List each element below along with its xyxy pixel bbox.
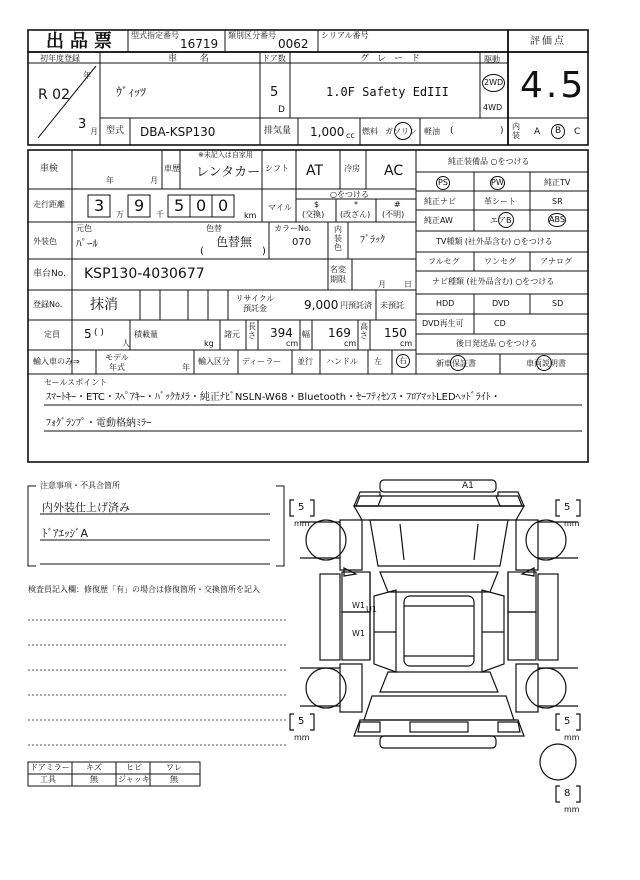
evaluation-score: 4.5 <box>520 65 587 106</box>
chassis-value: KSP130-4030677 <box>84 266 205 282</box>
grade-box-label: 評価点 <box>530 36 566 47</box>
sales-line-2: ﾌｫｸﾞﾗﾝﾌﾟ・電動格納ﾐﾗｰ <box>46 418 151 429</box>
mileage-man: 万 <box>116 210 124 219</box>
legend-crack: ヒビ <box>126 763 142 772</box>
equip-pw: PW <box>490 176 505 190</box>
capacity-person: 人 <box>122 339 130 348</box>
tire-front-left: 5 <box>298 502 305 513</box>
navi-dvd: DVD <box>492 299 510 308</box>
chassis-label: 車台No. <box>33 269 66 279</box>
later-warranty: 新車保証書 <box>436 359 476 368</box>
registration-label: 登録No. <box>33 300 63 309</box>
width-label: 幅 <box>302 330 310 339</box>
recycle-value: 9,000 <box>304 298 339 312</box>
tire-front-right: 5 <box>564 502 571 513</box>
later-warranty-circle <box>450 355 466 371</box>
grade-value: 1.0F Safety EdIII <box>326 85 449 99</box>
repaint-paren-close: ) <box>262 246 266 257</box>
shaken-month: 月 <box>150 176 158 185</box>
legend-tool: 工具 <box>40 775 56 784</box>
ext-color-label: 外装色 <box>33 237 57 246</box>
navi-hdd: HDD <box>436 299 455 308</box>
handle-left: 左 <box>374 357 382 366</box>
fuel-light-oil: 軽油 <box>424 127 440 136</box>
handle-label: ハンドル <box>326 357 358 366</box>
equipment-title: 純正装備品 ○をつける <box>448 157 530 166</box>
import-class-label: 輸入区分 <box>198 357 230 366</box>
repaint-value: 色替無 <box>216 235 253 249</box>
tv-fullseg: フルセグ <box>428 257 460 266</box>
legend-chip: ワレ <box>166 763 182 772</box>
capacity-value: 5 <box>84 327 92 341</box>
tire-front-right-mm: mm <box>564 519 580 528</box>
first-reg-year: R 02 <box>38 87 70 103</box>
drive-label: 駆動 <box>484 55 500 64</box>
width-value: 169 <box>328 326 351 340</box>
shaken-label: 車検 <box>40 164 59 174</box>
sales-line-1: ｽﾏｰﾄｷｰ・ETC・ｽﾍﾟｱｷｰ・ﾊﾞｯｸｶﾒﾗ・純正ﾅﾋﾞNSLN-W68・Bluetooth・ｾｰﾌﾃｨｾﾝｽ・ﾌﾛｱﾏｯﾄLEDﾍｯﾄﾞﾗｲﾄ・ <box>46 392 501 403</box>
serial-label: シリアル番号 <box>321 31 369 40</box>
history-note: ※未記入は自家用 <box>198 151 253 159</box>
mileage-check-note: ○をつける <box>330 190 369 199</box>
legend-scratch: キズ <box>86 763 102 772</box>
equip-navi: 純正ナビ <box>424 197 456 206</box>
load-kg: kg <box>204 339 214 348</box>
spare-tire-mm: mm <box>564 805 580 814</box>
int-color-label: 内装色 <box>334 225 342 252</box>
model-value: DBA-KSP130 <box>140 125 216 139</box>
mileage-label: 走行距離 <box>33 200 65 209</box>
mileage-digit-3: 5 <box>174 196 185 215</box>
aircon-value: AC <box>384 163 404 179</box>
interior-a: A <box>534 127 541 137</box>
grade-label: グレード <box>360 54 429 64</box>
shaken-year: 年 <box>106 176 114 185</box>
doors-label: ドア数 <box>262 54 286 63</box>
mileage-digit-2: 9 <box>134 196 145 215</box>
equip-tv: 純正TV <box>544 178 571 187</box>
height-label: 高さ <box>360 322 368 340</box>
orig-color-label: 元色 <box>76 224 92 233</box>
mileage-digit-4: 0 <box>196 196 207 215</box>
equip-abs: ABS <box>548 213 566 227</box>
fuel-paren-close: ) <box>500 126 504 136</box>
fuel-gasoline: ガソリン <box>385 127 417 136</box>
mileage-km: km <box>244 211 257 220</box>
model-year-label: モデル年式 <box>105 353 129 372</box>
equip-ps: PS <box>436 176 450 190</box>
load-label: 積載量 <box>134 330 158 339</box>
import-parallel: 並行 <box>297 357 313 366</box>
navi-cd: CD <box>494 319 506 328</box>
inspector-label: 検査員記入欄：修復歴「有」の場合は修復箇所・交換箇所を記入 <box>28 585 260 594</box>
recycle-label: リサイクル預託金 <box>235 294 275 313</box>
displacement-label: 排気量 <box>264 126 292 136</box>
class-no: 0062 <box>278 37 309 51</box>
width-cm: cm <box>344 339 357 348</box>
tv-analog: アナログ <box>540 257 572 266</box>
tire-rear-left-mm: mm <box>294 733 310 742</box>
later-manual-circle <box>536 355 552 371</box>
later-title: 後日発送品 ○をつける <box>456 339 538 348</box>
handle-right: 右 <box>396 354 410 368</box>
legend-tool-value: 無 <box>90 775 98 784</box>
model-year-unit: 年 <box>182 363 190 372</box>
interior-label: 内装 <box>512 122 520 140</box>
class-label: 類別区分番号 <box>228 31 276 40</box>
drive-2wd: 2WD <box>482 74 505 92</box>
tv-oneseg: ワンセグ <box>484 257 516 266</box>
legend-jack: ジャッキ <box>118 775 150 784</box>
equip-airbag: エアB <box>490 216 512 225</box>
damage-w1: W1 <box>352 629 365 638</box>
color-no-value: 070 <box>292 237 312 248</box>
shift-value: AT <box>306 163 324 179</box>
mileage-opt2-sym: * <box>354 200 358 209</box>
drive-4wd: 4WD <box>483 103 503 112</box>
tire-rear-right: 5 <box>564 716 571 727</box>
car-diagram <box>290 480 580 802</box>
door-d: D <box>278 105 285 115</box>
displacement-value: 1,000 <box>310 125 345 139</box>
dims-label: 諸元 <box>224 330 240 339</box>
mileage-opt1: (交換) <box>302 210 325 219</box>
damage-a1: A1 <box>462 481 474 491</box>
notes-label: 注意事項・不具合箇所 <box>40 481 120 490</box>
interior-b: B <box>551 124 565 139</box>
doors-value: 5 <box>270 85 279 100</box>
sales-label: セールスポイント <box>44 378 108 387</box>
displacement-unit: cc <box>346 131 355 140</box>
not-deposited: 未預託 <box>380 301 404 310</box>
import-dealer: ディーラー <box>242 357 282 366</box>
spare-tire: 8 <box>564 788 571 799</box>
fuel-gasoline-circle <box>394 122 412 140</box>
interior-c: C <box>574 127 581 137</box>
tire-front-left-mm: mm <box>294 519 310 528</box>
navi-sd: SD <box>552 299 564 308</box>
type-cert-no: 16719 <box>180 37 219 51</box>
model-label: 型式 <box>106 126 125 136</box>
car-name-label: 車 名 <box>168 54 219 64</box>
car-name: ｳﾞｨｯﾂ <box>116 85 147 99</box>
aircon-label: 冷房 <box>344 164 360 173</box>
mileage-opt3-sym: # <box>394 200 401 209</box>
equip-airbag-circle <box>498 212 514 228</box>
fuel-paren-open: ( <box>450 126 454 136</box>
equip-leather: 革シート <box>484 197 516 206</box>
height-cm: cm <box>400 339 413 348</box>
notes-line-1: 内外装仕上げ済み <box>42 501 130 514</box>
damage-w1-side: W1 <box>352 601 365 610</box>
height-value: 150 <box>384 326 407 340</box>
tv-type-title: TV種類 (社外品含む) ○をつける <box>436 237 553 246</box>
mileage-opt3: (不明) <box>382 210 405 219</box>
mileage-sen: 千 <box>156 210 164 219</box>
capacity-paren: ( ) <box>94 328 104 338</box>
shift-label: シフト <box>265 164 289 173</box>
legend-mirror: ドアミラー <box>30 763 70 772</box>
length-value: 394 <box>270 326 293 340</box>
damage-u1: U1 <box>366 605 377 614</box>
mileage-opt2: (改ざん) <box>340 210 371 219</box>
legend-jack-value: 無 <box>170 775 178 784</box>
history-label: 車歴 <box>164 164 180 173</box>
year-unit: 年 <box>83 71 91 80</box>
fuel-label: 燃料 <box>362 127 378 136</box>
navi-dvd-play: DVD再生可 <box>422 319 464 328</box>
expiry-label: 名変期限 <box>330 265 346 284</box>
type-cert-label: 型式指定番号 <box>131 31 179 40</box>
repaint-paren-open: ( <box>200 246 204 257</box>
length-label: 長さ <box>248 322 256 340</box>
import-label: 輸入車のみ⇒ <box>33 357 80 366</box>
notes-line-2: ﾄﾞｱｴｯｼﾞA <box>42 527 89 540</box>
history-value: レンタカー <box>196 165 261 180</box>
capacity-label: 定員 <box>44 330 60 339</box>
mileage-mile: マイル <box>268 203 292 212</box>
mileage-digit-5: 0 <box>218 196 229 215</box>
first-reg-month: 3 <box>78 117 87 132</box>
navi-type-title: ナビ種類 (社外品含む) ○をつける <box>432 277 555 286</box>
expiry-month: 月 <box>378 280 386 289</box>
length-cm: cm <box>286 339 299 348</box>
expiry-day: 日 <box>404 280 412 289</box>
month-unit: 月 <box>90 127 98 136</box>
recycle-unit: 円預託済 <box>340 301 372 310</box>
form-title: 出品票 <box>46 31 118 52</box>
int-color-value: ﾌﾞﾗｯｸ <box>360 235 385 246</box>
later-manual: 車両説明書 <box>526 359 566 368</box>
tire-rear-left: 5 <box>298 716 305 727</box>
tire-rear-right-mm: mm <box>564 733 580 742</box>
registration-value: 抹消 <box>90 297 118 313</box>
mileage-opt1-sym: $ <box>314 200 320 209</box>
orig-color-value: ﾊﾟｰﾙ <box>76 237 98 250</box>
repaint-label: 色替 <box>206 224 222 233</box>
mileage-digit-1: 3 <box>94 196 105 215</box>
first-reg-label: 初年度登録 <box>40 54 80 63</box>
color-no-label: カラーNo. <box>274 224 312 233</box>
equip-sr: SR <box>552 197 563 206</box>
equip-aw: 純正AW <box>424 216 453 225</box>
